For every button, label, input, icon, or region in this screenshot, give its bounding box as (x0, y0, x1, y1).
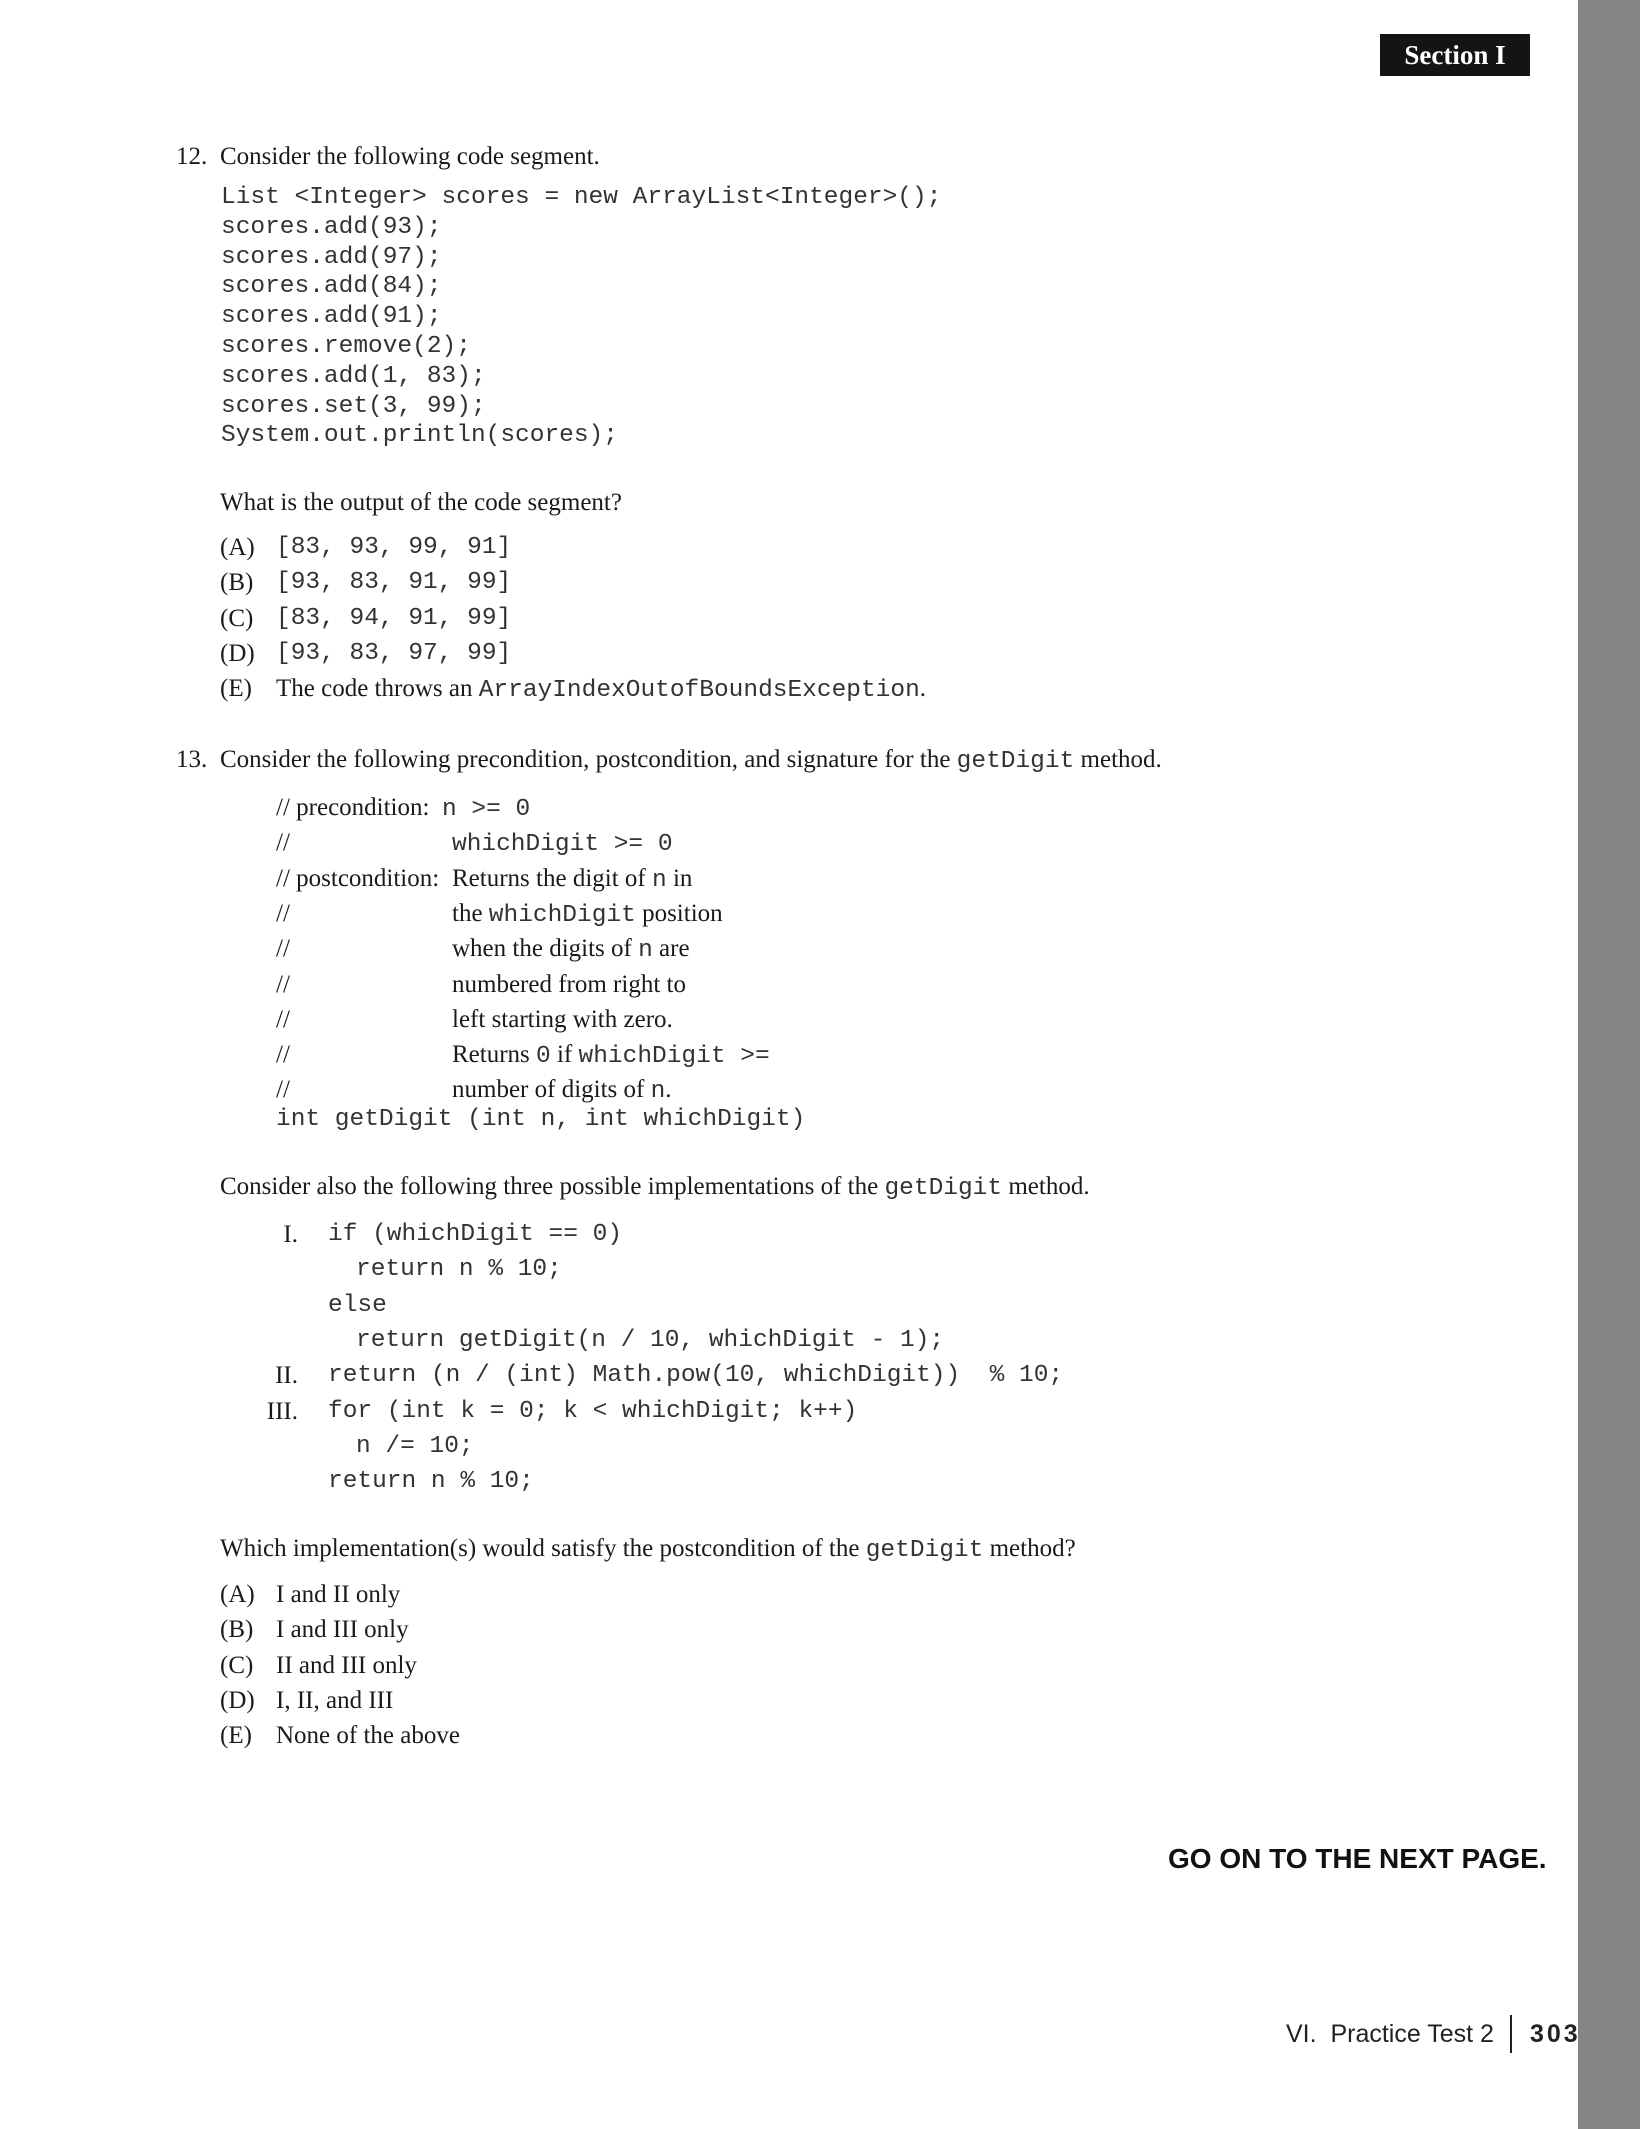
comment-text (452, 970, 686, 1000)
choice-text-part: The code throws an (276, 675, 479, 703)
comment-marker: // (276, 829, 290, 857)
comment-text (452, 899, 723, 931)
implementation-numeral: III. (266, 1397, 298, 1425)
section-badge: Section I (1380, 34, 1530, 76)
comment-marker: // postcondition: (276, 864, 446, 892)
comment-text-part: number of digits of (452, 1076, 651, 1104)
choice-text: I and II only (276, 1581, 401, 1608)
comment-text (452, 1075, 672, 1107)
choice-letter: (E) (220, 675, 252, 703)
question-number: 12. (176, 143, 208, 170)
comment-marker: // precondition: (276, 794, 436, 821)
choice-letter: (D) (220, 639, 255, 667)
question-text-part: method? (983, 1535, 1076, 1562)
page-edge-tab (1578, 0, 1640, 2129)
comment-marker: // (276, 1076, 290, 1104)
implementations-intro (220, 1172, 1090, 1204)
comment-code: n (650, 1078, 666, 1106)
question-prompt: Consider the following code segment. (220, 143, 600, 170)
choice-text: None of the above (276, 1722, 460, 1750)
footer-divider (1510, 2015, 1512, 2053)
comment-text-part: when the digits of (452, 935, 639, 963)
choice-letter: (A) (220, 534, 255, 561)
comment-code: whichDigit >= (578, 1043, 770, 1071)
choice-code: ArrayIndexOutofBoundsException (478, 677, 920, 705)
comment-text (452, 1005, 673, 1035)
question-prompt (220, 745, 1162, 777)
code-line: System.out.println(scores); (221, 422, 618, 450)
choice-text: I and III only (276, 1616, 409, 1644)
choice-text: [93, 83, 97, 99] (276, 639, 512, 667)
comment-marker: // (276, 899, 290, 927)
code-line: return (n / (int) Math.pow(10, whichDigit)) % 10; (328, 1362, 1064, 1390)
implementation-numeral: I. (283, 1221, 298, 1248)
choice-letter: (C) (220, 604, 254, 632)
choice-text: II and III only (276, 1651, 417, 1679)
choice-letter: (E) (220, 1722, 252, 1750)
comment-marker: // (276, 1041, 290, 1069)
comment-marker: // (276, 935, 290, 963)
implementation-numeral: II. (275, 1362, 298, 1390)
comment-text-part: are (652, 935, 690, 963)
comment-marker: // (276, 970, 290, 998)
question-code: getDigit (865, 1537, 984, 1564)
question-text (220, 1534, 1076, 1566)
comment-code: 0 (536, 1043, 551, 1071)
comment-marker: // (276, 1005, 290, 1033)
code-line: return getDigit(n / 10, whichDigit - 1); (356, 1326, 945, 1354)
code-line: return n % 10; (356, 1256, 562, 1284)
go-on-notice: GO ON TO THE NEXT PAGE. (1168, 1843, 1547, 1874)
comment-code: n (651, 866, 667, 894)
page-footer (1286, 2014, 1581, 2054)
intro-code: getDigit (884, 1175, 1003, 1202)
page-number: 303 (1529, 2019, 1581, 2048)
question-text: What is the output of the code segment? (220, 489, 622, 516)
code-line: scores.remove(2); (221, 333, 471, 360)
choice-text: [83, 93, 99, 91] (276, 534, 512, 561)
choice-letter: (C) (220, 1651, 254, 1679)
code-line: else (328, 1291, 387, 1319)
code-line: scores.set(3, 99); (221, 392, 486, 420)
choice-letter: (D) (220, 1686, 255, 1714)
comment-text (442, 793, 530, 825)
choice-text-part: . (919, 675, 927, 703)
question-number: 13. (176, 746, 208, 773)
question-text-part: Which implementation(s) would satisfy the postcondition of the (220, 1535, 866, 1562)
code-line: if (whichDigit == 0) (328, 1221, 623, 1248)
choice-text: I, II, and III (276, 1686, 394, 1714)
comment-code: n >= 0 (442, 796, 531, 823)
comment-text (452, 828, 673, 860)
prompt-text: Consider the following precondition, postcondition, and signature for the (220, 746, 957, 773)
intro-text: Consider also the following three possible implementations of the (220, 1173, 885, 1200)
comment-text (452, 934, 690, 966)
prompt-text: method. (1074, 746, 1162, 773)
comment-text-part: Returns the digit of (452, 864, 652, 892)
comment-text-part: . (665, 1076, 672, 1104)
comment-text (452, 864, 692, 896)
choice-letter: (B) (220, 1616, 254, 1644)
comment-text-part: Returns (452, 1041, 537, 1069)
prompt-code: getDigit (956, 748, 1075, 775)
code-line: scores.add(1, 83); (221, 362, 486, 390)
code-line: scores.add(97); (221, 243, 442, 271)
chapter-label: VI. Practice Test 2 (1286, 2019, 1494, 2048)
code-line: scores.add(91); (221, 303, 442, 331)
comment-text-part: left starting with zero. (452, 1005, 673, 1033)
code-line: scores.add(93); (221, 213, 442, 241)
comment-text-part: if (550, 1041, 579, 1069)
comment-code: whichDigit (488, 901, 636, 929)
code-line: for (int k = 0; k < whichDigit; k++) (328, 1397, 858, 1425)
choice-text: [83, 94, 91, 99] (276, 604, 512, 632)
intro-text: method. (1002, 1173, 1090, 1200)
comment-text-part: in (666, 864, 693, 892)
comment-text-part: position (635, 899, 723, 927)
choice-letter: (A) (220, 1581, 255, 1608)
comment-text-part: the (452, 899, 489, 927)
comment-text (452, 1040, 770, 1072)
choice-text (276, 674, 926, 706)
code-line: scores.add(84); (221, 273, 442, 301)
comment-code: n (638, 937, 653, 965)
code-line: List <Integer> scores = new ArrayList<Integer>(); (221, 184, 942, 211)
choice-letter: (B) (220, 569, 254, 597)
choice-text: [93, 83, 91, 99] (276, 569, 512, 597)
method-signature: int getDigit (int n, int whichDigit) (276, 1106, 806, 1133)
code-line: return n % 10; (328, 1468, 534, 1496)
comment-code: whichDigit >= 0 (452, 831, 673, 859)
comment-text-part: numbered from right to (452, 970, 686, 998)
code-line: n /= 10; (356, 1432, 474, 1460)
